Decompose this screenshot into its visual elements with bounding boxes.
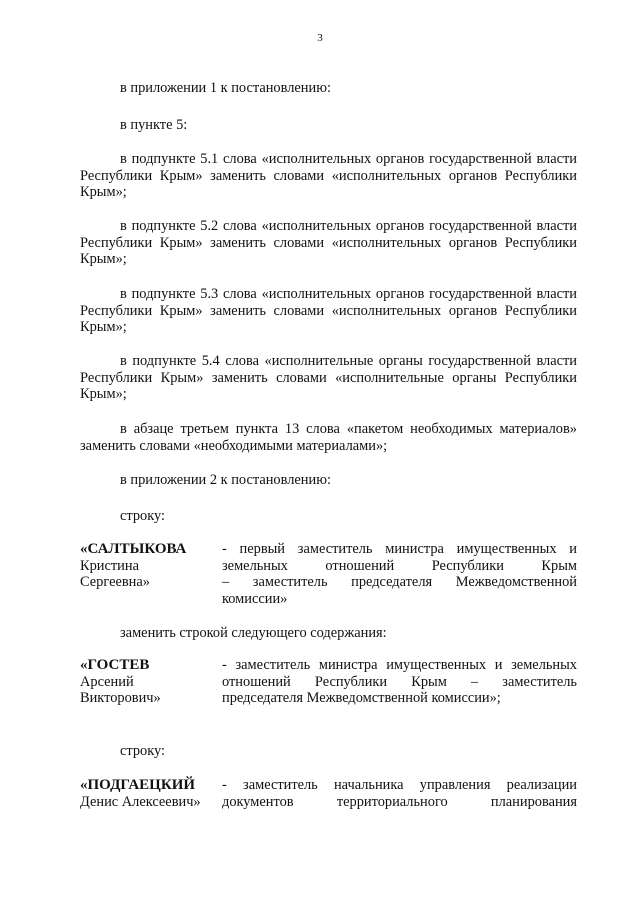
paragraph-point-5: в пункте 5: — [120, 117, 188, 133]
position-line: председателя Межведомственной комиссии»; — [222, 690, 501, 706]
member-patronymic: Сергеевна» — [80, 574, 150, 590]
paragraph-line-label-2: строку: — [120, 743, 166, 759]
paragraph-point-13: в абзаце третьем пункта 13 слова «пакетом необходимых материалов» заменить словами «необходимыми материалами»; — [80, 421, 577, 454]
member-given-name: Кристина — [80, 557, 139, 574]
position-line: документов территориального планирования — [222, 793, 577, 810]
paragraph-appendix-2: в приложении 2 к постановлению: — [120, 472, 331, 488]
member-patronymic: Викторович» — [80, 690, 161, 706]
position-line: - первый заместитель министра имущественных и — [222, 541, 577, 557]
paragraph-subpoint-5-4: в подпункте 5.4 слова «исполнительные органы государственной власти Республики Крым» заменить словами «исполнительные органы Республики Крым»; — [80, 353, 577, 402]
member-name — [80, 777, 220, 810]
member-name — [80, 657, 220, 707]
member-position — [222, 657, 577, 707]
member-surname: «САЛТЫКОВА — [80, 541, 187, 557]
member-entry-saltykova — [80, 541, 577, 611]
member-given-name: Арсений — [80, 673, 134, 690]
member-surname: «ПОДГАЕЦКИЙ — [80, 777, 196, 793]
position-line: – заместитель председателя Межведомственной — [222, 574, 577, 590]
member-name — [80, 541, 220, 591]
position-line: земельных отношений Республики Крым — [222, 557, 577, 574]
paragraph-subpoint-5-1: в подпункте 5.1 слова «исполнительных органов государственной власти Республики Крым» заменить словами «исполнительных органов Республики Крым»; — [80, 151, 577, 200]
paragraph-replace-line: заменить строкой следующего содержания: — [120, 625, 387, 641]
position-line: - заместитель министра имущественных и земельных — [222, 657, 577, 673]
member-given-name: Денис Алексеевич» — [80, 793, 201, 810]
position-line: отношений Республики Крым – заместитель — [222, 673, 577, 690]
member-position — [222, 777, 577, 810]
position-line: - заместитель начальника управления реализации — [222, 777, 577, 793]
paragraph-line-label-1: строку: — [120, 508, 166, 524]
paragraph-appendix-1: в приложении 1 к постановлению: — [120, 80, 331, 96]
paragraph-subpoint-5-2: в подпункте 5.2 слова «исполнительных органов государственной власти Республики Крым» заменить словами «исполнительных органов Республики Крым»; — [80, 218, 577, 267]
position-line: комиссии» — [222, 590, 288, 607]
member-surname: «ГОСТЕВ — [80, 657, 150, 673]
page-number: 3 — [317, 32, 323, 44]
member-position — [222, 541, 577, 607]
member-entry-podgaetsky — [80, 777, 577, 817]
member-entry-gostev — [80, 657, 577, 712]
paragraph-subpoint-5-3: в подпункте 5.3 слова «исполнительных органов государственной власти Республики Крым» заменить словами «исполнительных органов Республики Крым»; — [80, 286, 577, 335]
